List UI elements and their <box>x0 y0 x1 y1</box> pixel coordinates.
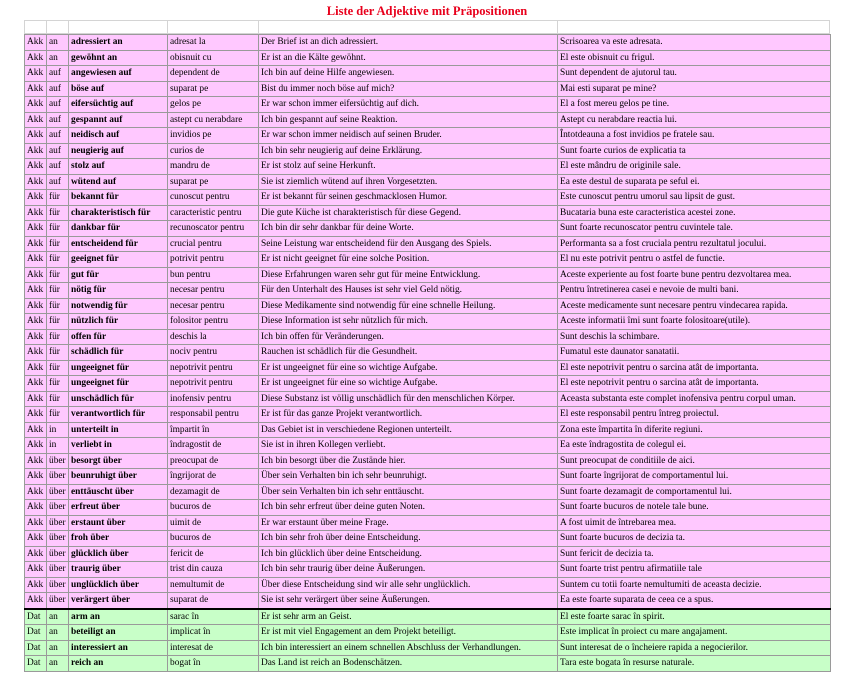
preposition-cell[interactable]: für <box>47 205 69 221</box>
preposition-cell[interactable]: für <box>47 376 69 392</box>
table-row <box>25 35 831 51</box>
adjective-cell[interactable]: unglücklich über <box>69 577 168 593</box>
adjective-table <box>24 34 831 672</box>
table-row <box>25 640 831 656</box>
example-de-cell[interactable]: Sie ist sehr verärgert über seine Äußerungen. <box>259 593 558 609</box>
translation-cell[interactable]: îndragostit de <box>168 438 259 454</box>
adjective-cell[interactable]: verantwortlich für <box>69 407 168 423</box>
table-row <box>25 360 831 376</box>
example-ro-cell[interactable]: Aceste informatii îmi sunt foarte folositoare(utile). <box>558 314 831 330</box>
example-de-cell[interactable]: Über diese Entscheidung sind wir alle sehr unglücklich. <box>259 577 558 593</box>
table-row <box>25 422 831 438</box>
preposition-cell[interactable]: an <box>47 656 69 672</box>
adjective-cell[interactable]: interessiert an <box>69 640 168 656</box>
translation-cell[interactable]: nociv pentru <box>168 345 259 361</box>
adjective-cell[interactable]: nötig für <box>69 283 168 299</box>
example-de-cell[interactable]: Diese Erfahrungen waren sehr gut für meine Entwicklung. <box>259 267 558 283</box>
translation-cell[interactable]: suparat pe <box>168 81 259 97</box>
case-cell[interactable]: Akk <box>25 97 47 113</box>
table-row <box>25 174 831 190</box>
example-de-cell[interactable]: Er ist stolz auf seine Herkunft. <box>259 159 558 175</box>
example-ro-cell[interactable]: Sunt foarte trist pentru afirmatiile tale <box>558 562 831 578</box>
case-cell[interactable]: Akk <box>25 112 47 128</box>
table-row <box>25 159 831 175</box>
translation-cell[interactable]: bucuros de <box>168 531 259 547</box>
preposition-cell[interactable]: über <box>47 593 69 609</box>
example-ro-cell[interactable]: Sunt foarte îngrijorat de comportamentul lui. <box>558 469 831 485</box>
case-cell[interactable]: Akk <box>25 453 47 469</box>
example-ro-cell[interactable]: El este obisnuit cu frigul. <box>558 50 831 66</box>
preposition-cell[interactable]: für <box>47 221 69 237</box>
case-cell[interactable]: Akk <box>25 329 47 345</box>
case-cell[interactable]: Akk <box>25 66 47 82</box>
grid-line <box>46 20 47 34</box>
grid-line <box>557 20 558 34</box>
adjective-cell[interactable]: charakteristisch für <box>69 205 168 221</box>
table-row <box>25 515 831 531</box>
example-ro-cell[interactable]: Ea este destul de suparata pe seful ei. <box>558 174 831 190</box>
preposition-cell[interactable]: für <box>47 298 69 314</box>
preposition-cell[interactable]: für <box>47 236 69 252</box>
preposition-cell[interactable]: für <box>47 329 69 345</box>
case-cell[interactable]: Akk <box>25 546 47 562</box>
adjective-cell[interactable]: eifersüchtig auf <box>69 97 168 113</box>
example-ro-cell[interactable]: Scrisoarea va este adresata. <box>558 35 831 51</box>
example-ro-cell[interactable]: Performanta sa a fost cruciala pentru rezultatul jocului. <box>558 236 831 252</box>
case-cell[interactable]: Akk <box>25 252 47 268</box>
table-row <box>25 438 831 454</box>
translation-cell[interactable]: suparat pe <box>168 174 259 190</box>
example-de-cell[interactable]: Er ist sehr arm an Geist. <box>259 609 558 625</box>
preposition-cell[interactable]: für <box>47 283 69 299</box>
table-row <box>25 469 831 485</box>
translation-cell[interactable]: responsabil pentru <box>168 407 259 423</box>
example-de-cell[interactable]: Er ist an die Kälte gewöhnt. <box>259 50 558 66</box>
preposition-cell[interactable]: für <box>47 267 69 283</box>
case-cell[interactable]: Akk <box>25 577 47 593</box>
preposition-cell[interactable]: auf <box>47 159 69 175</box>
preposition-cell[interactable]: über <box>47 484 69 500</box>
example-ro-cell[interactable]: El este mândru de originile sale. <box>558 159 831 175</box>
adjective-cell[interactable]: erstaunt über <box>69 515 168 531</box>
preposition-cell[interactable]: über <box>47 500 69 516</box>
adjective-cell[interactable]: unterteilt in <box>69 422 168 438</box>
translation-cell[interactable]: împartit în <box>168 422 259 438</box>
adjective-cell[interactable]: dankbar für <box>69 221 168 237</box>
example-de-cell[interactable]: Er ist nicht geeignet für eine solche Position. <box>259 252 558 268</box>
table-row <box>25 236 831 252</box>
example-de-cell[interactable]: Er war erstaunt über meine Frage. <box>259 515 558 531</box>
example-de-cell[interactable]: Diese Information ist sehr nützlich für mich. <box>259 314 558 330</box>
adjective-cell[interactable]: arm an <box>69 609 168 625</box>
example-ro-cell[interactable]: Mai esti suparat pe mine? <box>558 81 831 97</box>
translation-cell[interactable]: interesat de <box>168 640 259 656</box>
adjective-cell[interactable]: entscheidend für <box>69 236 168 252</box>
case-cell[interactable]: Akk <box>25 267 47 283</box>
translation-cell[interactable]: trist din cauza <box>168 562 259 578</box>
example-ro-cell[interactable]: Sunt foarte recunoscator pentru cuvintele tale. <box>558 221 831 237</box>
preposition-cell[interactable]: an <box>47 640 69 656</box>
case-cell[interactable]: Akk <box>25 221 47 237</box>
table-row <box>25 190 831 206</box>
case-cell[interactable]: Akk <box>25 81 47 97</box>
adjective-cell[interactable]: böse auf <box>69 81 168 97</box>
table-row <box>25 562 831 578</box>
adjective-cell[interactable]: reich an <box>69 656 168 672</box>
table-row <box>25 283 831 299</box>
example-de-cell[interactable]: Ich bin sehr neugierig auf deine Erklärung. <box>259 143 558 159</box>
adjective-cell[interactable]: beunruhigt über <box>69 469 168 485</box>
example-de-cell[interactable]: Ich bin interessiert an einem schnellen Abschluss der Verhandlungen. <box>259 640 558 656</box>
adjective-cell[interactable]: glücklich über <box>69 546 168 562</box>
preposition-cell[interactable]: über <box>47 469 69 485</box>
adjective-cell[interactable]: angewiesen auf <box>69 66 168 82</box>
adjective-cell[interactable]: gespannt auf <box>69 112 168 128</box>
preposition-cell[interactable]: für <box>47 314 69 330</box>
table-row <box>25 50 831 66</box>
example-ro-cell[interactable]: Este implicat în proiect cu mare angajament. <box>558 625 831 641</box>
example-ro-cell[interactable]: Ea este îndragostita de colegul ei. <box>558 438 831 454</box>
translation-cell[interactable]: necesar pentru <box>168 283 259 299</box>
example-ro-cell[interactable]: Sunt interesat de o încheiere rapida a negocierilor. <box>558 640 831 656</box>
grid-line <box>829 20 830 34</box>
translation-cell[interactable]: implicat în <box>168 625 259 641</box>
case-cell[interactable]: Akk <box>25 376 47 392</box>
case-cell[interactable]: Akk <box>25 407 47 423</box>
example-ro-cell[interactable]: A fost uimit de întrebarea mea. <box>558 515 831 531</box>
example-ro-cell[interactable]: Astept cu nerabdare reactia lui. <box>558 112 831 128</box>
example-de-cell[interactable]: Er ist bekannt für seinen geschmacklosen Humor. <box>259 190 558 206</box>
example-de-cell[interactable]: Das Gebiet ist in verschiedene Regionen unterteilt. <box>259 422 558 438</box>
case-cell[interactable]: Akk <box>25 469 47 485</box>
translation-cell[interactable]: curios de <box>168 143 259 159</box>
example-de-cell[interactable]: Er ist für das ganze Projekt verantwortlich. <box>259 407 558 423</box>
table-row <box>25 267 831 283</box>
example-ro-cell[interactable]: Aceste experiente au fost foarte bune pentru dezvoltarea mea. <box>558 267 831 283</box>
case-cell[interactable]: Akk <box>25 593 47 609</box>
case-cell[interactable]: Akk <box>25 143 47 159</box>
table-row <box>25 205 831 221</box>
example-de-cell[interactable]: Ich bin gespannt auf seine Reaktion. <box>259 112 558 128</box>
example-de-cell[interactable]: Ich bin sehr froh über deine Entscheidung. <box>259 531 558 547</box>
translation-cell[interactable]: preocupat de <box>168 453 259 469</box>
case-cell[interactable]: Akk <box>25 159 47 175</box>
example-de-cell[interactable]: Diese Substanz ist völlig unschädlich für den menschlichen Körper. <box>259 391 558 407</box>
translation-cell[interactable]: cunoscut pentru <box>168 190 259 206</box>
example-de-cell[interactable]: Ich bin dir sehr dankbar für deine Worte. <box>259 221 558 237</box>
translation-cell[interactable]: bucuros de <box>168 500 259 516</box>
example-ro-cell[interactable]: Tara este bogata în resurse naturale. <box>558 656 831 672</box>
example-ro-cell[interactable]: Sunt preocupat de conditiile de aici. <box>558 453 831 469</box>
translation-cell[interactable]: gelos pe <box>168 97 259 113</box>
table-row <box>25 128 831 144</box>
preposition-cell[interactable]: für <box>47 407 69 423</box>
example-ro-cell[interactable]: Sunt foarte bucuros de notele tale bune. <box>558 500 831 516</box>
adjective-cell[interactable]: stolz auf <box>69 159 168 175</box>
translation-cell[interactable]: dezamagit de <box>168 484 259 500</box>
grid-line <box>24 20 25 34</box>
adjective-cell[interactable]: gut für <box>69 267 168 283</box>
translation-cell[interactable]: astept cu nerabdare <box>168 112 259 128</box>
example-ro-cell[interactable]: Întotdeauna a fost invidios pe fratele sau. <box>558 128 831 144</box>
case-cell[interactable]: Akk <box>25 314 47 330</box>
preposition-cell[interactable]: an <box>47 35 69 51</box>
translation-cell[interactable]: nemultumit de <box>168 577 259 593</box>
table-row <box>25 221 831 237</box>
case-cell[interactable]: Dat <box>25 625 47 641</box>
example-ro-cell[interactable]: Aceasta substanta este complet inofensiva pentru corpul uman. <box>558 391 831 407</box>
example-de-cell[interactable]: Bist du immer noch böse auf mich? <box>259 81 558 97</box>
table-row <box>25 453 831 469</box>
table-row <box>25 546 831 562</box>
preposition-cell[interactable]: an <box>47 625 69 641</box>
table-row <box>25 593 831 609</box>
example-de-cell[interactable]: Ich bin sehr erfreut über deine guten Noten. <box>259 500 558 516</box>
table-row <box>25 314 831 330</box>
example-de-cell[interactable]: Ich bin auf deine Hilfe angewiesen. <box>259 66 558 82</box>
preposition-cell[interactable]: über <box>47 546 69 562</box>
table-row <box>25 252 831 268</box>
adjective-cell[interactable]: geeignet für <box>69 252 168 268</box>
table-row <box>25 97 831 113</box>
example-de-cell[interactable]: Sie ist ziemlich wütend auf ihren Vorgesetzten. <box>259 174 558 190</box>
case-cell[interactable]: Akk <box>25 174 47 190</box>
table-row <box>25 609 831 625</box>
case-cell[interactable]: Akk <box>25 391 47 407</box>
translation-cell[interactable]: crucial pentru <box>168 236 259 252</box>
example-de-cell[interactable]: Diese Medikamente sind notwendig für eine schnelle Heilung. <box>259 298 558 314</box>
grid-line <box>258 20 259 34</box>
case-cell[interactable]: Akk <box>25 50 47 66</box>
table-row <box>25 484 831 500</box>
preposition-cell[interactable]: auf <box>47 174 69 190</box>
example-de-cell[interactable]: Ich bin besorgt über die Zustände hier. <box>259 453 558 469</box>
translation-cell[interactable]: recunoscator pentru <box>168 221 259 237</box>
table-row <box>25 143 831 159</box>
preposition-cell[interactable]: über <box>47 453 69 469</box>
preposition-cell[interactable]: an <box>47 609 69 625</box>
example-ro-cell[interactable]: Sunt deschis la schimbare. <box>558 329 831 345</box>
case-cell[interactable]: Akk <box>25 438 47 454</box>
preposition-cell[interactable]: auf <box>47 81 69 97</box>
adjective-cell[interactable]: wütend auf <box>69 174 168 190</box>
table-row <box>25 577 831 593</box>
example-de-cell[interactable]: Ich bin sehr traurig über deine Äußerungen. <box>259 562 558 578</box>
example-de-cell[interactable]: Seine Leistung war entscheidend für den Ausgang des Spiels. <box>259 236 558 252</box>
adjective-cell[interactable]: traurig über <box>69 562 168 578</box>
preposition-cell[interactable]: in <box>47 422 69 438</box>
case-cell[interactable]: Akk <box>25 345 47 361</box>
example-ro-cell[interactable]: El este foarte sarac în spirit. <box>558 609 831 625</box>
preposition-cell[interactable]: für <box>47 252 69 268</box>
example-de-cell[interactable]: Der Brief ist an dich adressiert. <box>259 35 558 51</box>
translation-cell[interactable]: nepotrivit pentru <box>168 376 259 392</box>
adjective-cell[interactable]: enttäuscht über <box>69 484 168 500</box>
example-ro-cell[interactable]: Ea este foarte suparata de ceea ce a spus. <box>558 593 831 609</box>
preposition-cell[interactable]: in <box>47 438 69 454</box>
preposition-cell[interactable]: auf <box>47 128 69 144</box>
example-ro-cell[interactable]: Zona este împartita în diferite regiuni. <box>558 422 831 438</box>
table-row <box>25 298 831 314</box>
preposition-cell[interactable]: über <box>47 577 69 593</box>
example-de-cell[interactable]: Über sein Verhalten bin ich sehr beunruhigt. <box>259 469 558 485</box>
translation-cell[interactable]: inofensiv pentru <box>168 391 259 407</box>
table-row <box>25 391 831 407</box>
case-cell[interactable]: Akk <box>25 128 47 144</box>
table-row <box>25 345 831 361</box>
example-ro-cell[interactable]: El este nepotrivit pentru o sarcina atât de importanta. <box>558 360 831 376</box>
page-title: Liste der Adjektive mit Präpositionen <box>326 4 528 18</box>
table-row <box>25 112 831 128</box>
translation-cell[interactable]: dependent de <box>168 66 259 82</box>
preposition-cell[interactable]: auf <box>47 112 69 128</box>
adjective-table-body <box>25 35 831 672</box>
example-de-cell[interactable]: Rauchen ist schädlich für die Gesundheit. <box>259 345 558 361</box>
adjective-cell[interactable]: ungeeignet für <box>69 376 168 392</box>
adjective-cell[interactable]: offen für <box>69 329 168 345</box>
case-cell[interactable]: Akk <box>25 500 47 516</box>
example-ro-cell[interactable]: Sunt fericit de decizia ta. <box>558 546 831 562</box>
example-de-cell[interactable]: Die gute Küche ist charakteristisch für diese Gegend. <box>259 205 558 221</box>
preposition-cell[interactable]: für <box>47 190 69 206</box>
case-cell[interactable]: Akk <box>25 515 47 531</box>
case-cell[interactable]: Akk <box>25 298 47 314</box>
translation-cell[interactable]: necesar pentru <box>168 298 259 314</box>
table-row <box>25 376 831 392</box>
example-ro-cell[interactable]: El este nepotrivit pentru o sarcina atât de importanta. <box>558 376 831 392</box>
case-cell[interactable]: Akk <box>25 283 47 299</box>
table-row <box>25 656 831 672</box>
case-cell[interactable]: Akk <box>25 531 47 547</box>
case-cell[interactable]: Akk <box>25 562 47 578</box>
example-ro-cell[interactable]: Este cunoscut pentru umorul sau lipsit de gust. <box>558 190 831 206</box>
example-de-cell[interactable]: Er ist ungeeignet für eine so wichtige Aufgabe. <box>259 376 558 392</box>
adjective-cell[interactable]: ungeeignet für <box>69 360 168 376</box>
adjective-cell[interactable]: verliebt in <box>69 438 168 454</box>
preposition-cell[interactable]: für <box>47 360 69 376</box>
table-row <box>25 407 831 423</box>
example-ro-cell[interactable]: El este responsabil pentru întreg proiectul. <box>558 407 831 423</box>
preposition-cell[interactable]: auf <box>47 143 69 159</box>
translation-cell[interactable]: obisnuit cu <box>168 50 259 66</box>
grid-line <box>167 20 168 34</box>
translation-cell[interactable]: bogat în <box>168 656 259 672</box>
example-ro-cell[interactable]: Sunt dependent de ajutorul tau. <box>558 66 831 82</box>
preposition-cell[interactable]: über <box>47 562 69 578</box>
case-cell[interactable]: Akk <box>25 360 47 376</box>
adjective-cell[interactable]: unschädlich für <box>69 391 168 407</box>
translation-cell[interactable]: nepotrivit pentru <box>168 360 259 376</box>
adjective-cell[interactable]: adressiert an <box>69 35 168 51</box>
example-ro-cell[interactable]: Sunt foarte bucuros de decizia ta. <box>558 531 831 547</box>
example-ro-cell[interactable]: Sunt foarte curios de explicatia ta <box>558 143 831 159</box>
translation-cell[interactable]: invidios pe <box>168 128 259 144</box>
example-ro-cell[interactable]: Bucataria buna este caracteristica acestei zone. <box>558 205 831 221</box>
preposition-cell[interactable]: über <box>47 515 69 531</box>
adjective-cell[interactable]: froh über <box>69 531 168 547</box>
table-row <box>25 500 831 516</box>
preposition-cell[interactable]: auf <box>47 97 69 113</box>
case-cell[interactable]: Dat <box>25 656 47 672</box>
example-de-cell[interactable]: Für den Unterhalt des Hauses ist sehr viel Geld nötig. <box>259 283 558 299</box>
adjective-cell[interactable]: erfreut über <box>69 500 168 516</box>
table-row <box>25 329 831 345</box>
grid-line <box>24 20 830 21</box>
table-row <box>25 66 831 82</box>
adjective-cell[interactable]: neugierig auf <box>69 143 168 159</box>
example-ro-cell[interactable]: El a fost mereu gelos pe tine. <box>558 97 831 113</box>
table-row <box>25 81 831 97</box>
example-de-cell[interactable]: Er war schon immer eifersüchtig auf dich. <box>259 97 558 113</box>
translation-cell[interactable]: sarac în <box>168 609 259 625</box>
adjective-cell[interactable]: neidisch auf <box>69 128 168 144</box>
translation-cell[interactable]: îngrijorat de <box>168 469 259 485</box>
translation-cell[interactable]: bun pentru <box>168 267 259 283</box>
case-cell[interactable]: Dat <box>25 609 47 625</box>
example-ro-cell[interactable]: El nu este potrivit pentru o astfel de functie. <box>558 252 831 268</box>
translation-cell[interactable]: uimit de <box>168 515 259 531</box>
case-cell[interactable]: Akk <box>25 236 47 252</box>
grid-line <box>68 20 69 34</box>
adjective-cell[interactable]: beteiligt an <box>69 625 168 641</box>
example-de-cell[interactable]: Ich bin offen für Veränderungen. <box>259 329 558 345</box>
example-de-cell[interactable]: Er ist ungeeignet für eine so wichtige Aufgabe. <box>259 360 558 376</box>
translation-cell[interactable]: potrivit pentru <box>168 252 259 268</box>
preposition-cell[interactable]: an <box>47 50 69 66</box>
translation-cell[interactable]: folositor pentru <box>168 314 259 330</box>
example-de-cell[interactable]: Ich bin glücklich über deine Entscheidung. <box>259 546 558 562</box>
example-de-cell[interactable]: Er ist mit viel Engagement an dem Projekt beteiligt. <box>259 625 558 641</box>
preposition-cell[interactable]: über <box>47 531 69 547</box>
example-ro-cell[interactable]: Fumatul este daunator sanatatii. <box>558 345 831 361</box>
case-cell[interactable]: Akk <box>25 35 47 51</box>
translation-cell[interactable]: fericit de <box>168 546 259 562</box>
translation-cell[interactable]: suparat de <box>168 593 259 609</box>
adjective-cell[interactable]: besorgt über <box>69 453 168 469</box>
translation-cell[interactable]: mandru de <box>168 159 259 175</box>
example-de-cell[interactable]: Das Land ist reich an Bodenschätzen. <box>259 656 558 672</box>
preposition-cell[interactable]: für <box>47 391 69 407</box>
adjective-cell[interactable]: nützlich für <box>69 314 168 330</box>
case-cell[interactable]: Akk <box>25 484 47 500</box>
case-cell[interactable]: Dat <box>25 640 47 656</box>
example-ro-cell[interactable]: Pentru întretinerea casei e nevoie de multi bani. <box>558 283 831 299</box>
translation-cell[interactable]: adresat la <box>168 35 259 51</box>
case-cell[interactable]: Akk <box>25 205 47 221</box>
example-de-cell[interactable]: Er war schon immer neidisch auf seinen Bruder. <box>259 128 558 144</box>
case-cell[interactable]: Akk <box>25 190 47 206</box>
example-ro-cell[interactable]: Sunt foarte dezamagit de comportamentul lui. <box>558 484 831 500</box>
example-ro-cell[interactable]: Aceste medicamente sunt necesare pentru vindecarea rapida. <box>558 298 831 314</box>
case-cell[interactable]: Akk <box>25 422 47 438</box>
empty-header-row <box>24 20 830 34</box>
adjective-cell[interactable]: bekannt für <box>69 190 168 206</box>
table-row <box>25 625 831 641</box>
example-ro-cell[interactable]: Suntem cu totii foarte nemultumiti de aceasta decizie. <box>558 577 831 593</box>
preposition-cell[interactable]: für <box>47 345 69 361</box>
translation-cell[interactable]: caracteristic pentru <box>168 205 259 221</box>
example-de-cell[interactable]: Über sein Verhalten bin ich sehr enttäuscht. <box>259 484 558 500</box>
translation-cell[interactable]: deschis la <box>168 329 259 345</box>
preposition-cell[interactable]: auf <box>47 66 69 82</box>
adjective-cell[interactable]: schädlich für <box>69 345 168 361</box>
table-row <box>25 531 831 547</box>
adjective-cell[interactable]: notwendig für <box>69 298 168 314</box>
example-de-cell[interactable]: Sie ist in ihren Kollegen verliebt. <box>259 438 558 454</box>
adjective-cell[interactable]: verärgert über <box>69 593 168 609</box>
adjective-cell[interactable]: gewöhnt an <box>69 50 168 66</box>
